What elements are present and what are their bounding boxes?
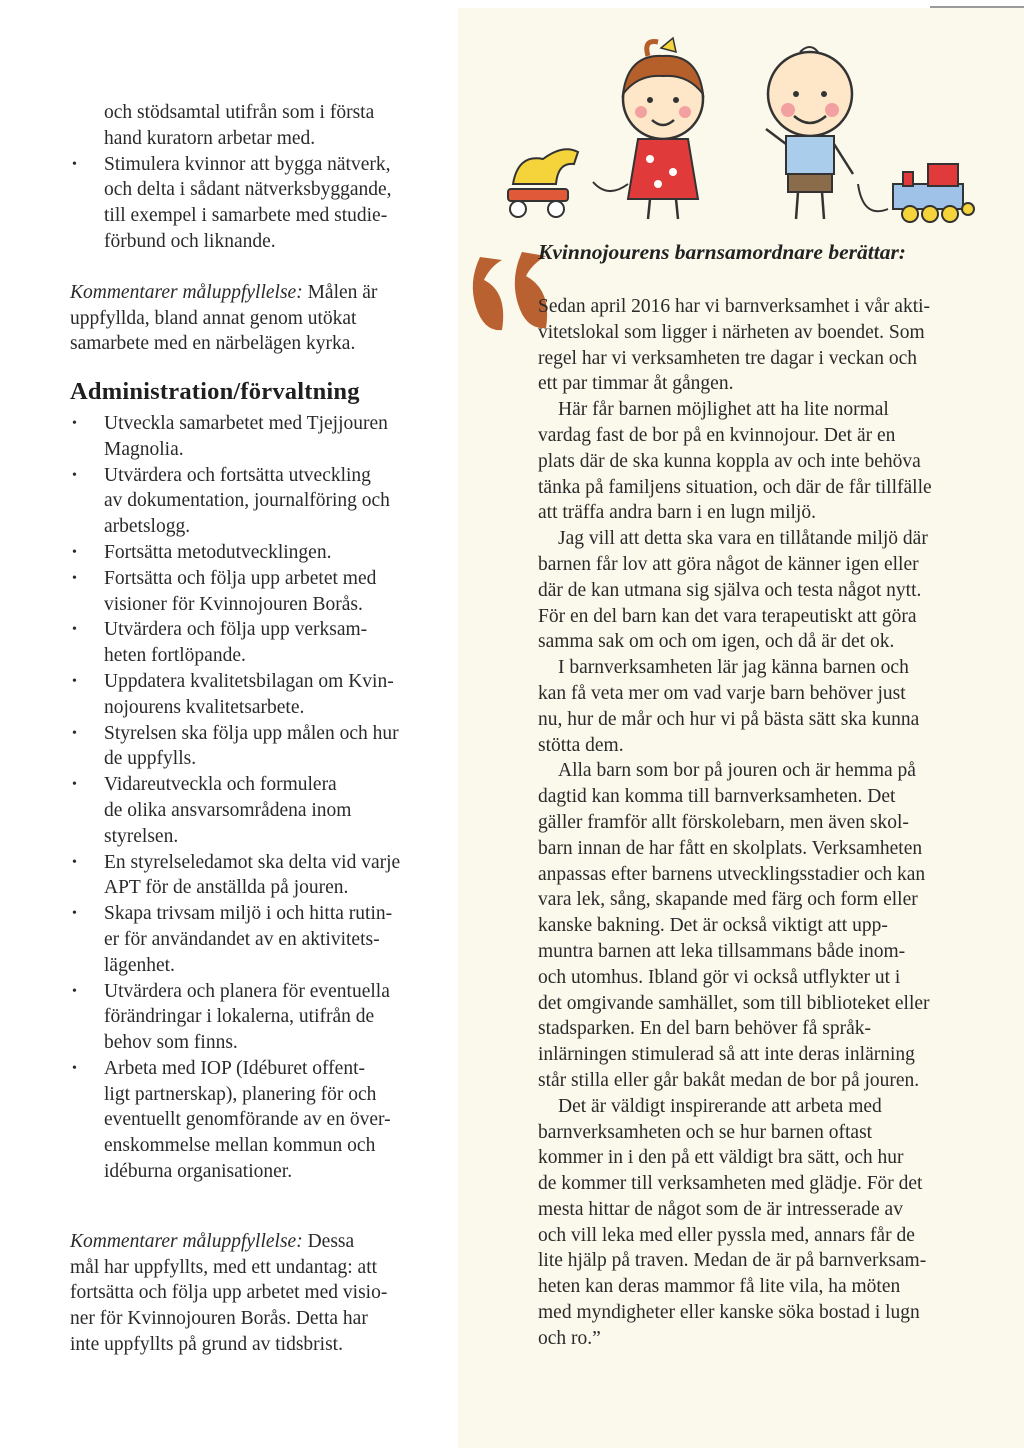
comment-paragraph-2 xyxy=(70,1229,430,1358)
toy-train-icon xyxy=(858,164,974,222)
story-heading: Kvinnojourens barnsamordnare berättar: xyxy=(538,240,906,264)
text-line: barnverksamheten och se hur barnen oftast xyxy=(538,1121,873,1143)
list-item xyxy=(70,850,430,902)
story-paragraph xyxy=(538,758,968,1093)
text-line: behov som finns. xyxy=(104,1032,238,1054)
text-line: att träffa andra barn i en lugn miljö. xyxy=(538,502,816,524)
section-heading: Administration/förvaltning xyxy=(70,378,360,406)
text-line: det omgivande samhället, som till biblioteket eller xyxy=(538,992,930,1014)
text-line: stötta dem. xyxy=(538,734,624,756)
list-item xyxy=(70,463,430,540)
bullet-icon: • xyxy=(72,156,77,172)
text-line: APT för de anställda på jouren. xyxy=(104,877,349,899)
text-line: och delta i sådant nätverksbyggande, xyxy=(104,179,392,201)
text-line: För en del barn kan det vara terapeutiskt att göra xyxy=(538,605,917,627)
text-line: inlärningen stimulerad så att inte deras inlärning xyxy=(538,1044,915,1066)
text-line: muntra barnen att leka tillsammans både inom- xyxy=(538,940,906,962)
text-line: Vidareutveckla och formulera xyxy=(104,774,337,796)
list-item xyxy=(70,721,430,773)
list-item xyxy=(70,1056,430,1185)
text-line: barn innan de har fått en skolplats. Verksamheten xyxy=(538,837,923,859)
text-line: er för användandet av en aktivitets- xyxy=(104,928,380,950)
text-line: Uppdatera kvalitetsbilagan om Kvin- xyxy=(104,670,394,692)
text-line: kanske bakning. Det är också viktigt att upp- xyxy=(538,915,888,937)
text-line: Utveckla samarbetet med Tjejjouren xyxy=(104,412,388,434)
bullet-icon: • xyxy=(72,983,77,999)
text-line: stadsparken. En del barn behöver få språk- xyxy=(538,1018,871,1040)
text-line: Alla barn som bor på jouren och är hemma på xyxy=(558,760,916,782)
admin-bullet-list xyxy=(70,411,430,1185)
story-text xyxy=(538,294,968,1352)
text-line: heten fortlöpande. xyxy=(104,645,246,667)
text-line: står stilla eller går bakåt medan de bor på jouren. xyxy=(538,1069,920,1091)
text-line: Stimulera kvinnor att bygga nätverk, xyxy=(104,153,391,175)
text-line: lite hjälp på traven. Medan de är på barnverksam- xyxy=(538,1250,927,1272)
text-line: vitetslokal som ligger i närheten av boendet. Som xyxy=(538,321,925,343)
list-item xyxy=(70,566,430,618)
text-line: vardag fast de bor på en kvinnojour. Det är en xyxy=(538,424,896,446)
text-line: styrelsen. xyxy=(104,825,179,847)
text-line: Målen är xyxy=(302,281,378,303)
text-line: och vill leka med eller pyssla med, annars får de xyxy=(538,1224,915,1246)
text-line: kan få veta mer om vad varje barn behöver just xyxy=(538,682,906,704)
text-line: Det är väldigt inspirerande att arbeta med xyxy=(558,1095,882,1117)
text-line: ligt partnerskap), planering för och xyxy=(104,1083,377,1105)
text-line: ner för Kvinnojouren Borås. Detta har xyxy=(70,1308,368,1330)
list-item xyxy=(70,772,430,849)
text-line: Magnolia. xyxy=(104,438,184,460)
text-line: de olika ansvarsområdena inom xyxy=(104,799,352,821)
bullet-icon: • xyxy=(72,622,77,638)
list-item xyxy=(70,669,430,721)
text-line: Utvärdera och fortsätta utveckling xyxy=(104,464,371,486)
list-item xyxy=(70,540,430,566)
list-item xyxy=(70,617,430,669)
text-line: anpassas efter barnens utvecklingsstadier och kan xyxy=(538,863,926,885)
text-line: till exempel i samarbete med studie- xyxy=(104,205,388,227)
text-line: och utomhus. Ibland gör vi också utflykter ut i xyxy=(538,966,901,988)
text-line: Här får barnen möjlighet att ha lite normal xyxy=(558,399,889,421)
bullet-icon: • xyxy=(72,673,77,689)
text-line: Fortsätta och följa upp arbetet med xyxy=(104,567,377,589)
text-line: ett par timmar åt gången. xyxy=(538,373,734,395)
text-line: förbund och liknande. xyxy=(104,230,276,252)
text-line: heten kan deras mammor få lite vila, ha möten xyxy=(538,1276,901,1298)
bullet-icon: • xyxy=(72,467,77,483)
comment-paragraph-1 xyxy=(70,280,430,357)
text-line: samarbete med en närbelägen kyrka. xyxy=(70,333,356,355)
story-paragraph xyxy=(538,1094,968,1352)
text-line: Arbeta med IOP (Idéburet offent- xyxy=(104,1057,365,1079)
text-line: eventuellt genomförande av en över- xyxy=(104,1109,391,1131)
text-line: tänka på familjens situation, och där de får tillfälle xyxy=(538,476,932,498)
intro-text xyxy=(70,100,430,152)
bullet-icon: • xyxy=(72,854,77,870)
text-line: visioner för Kvinnojouren Borås. xyxy=(104,593,363,615)
list-item xyxy=(70,979,430,1056)
text-line: de uppfylls. xyxy=(104,748,197,770)
text-line: Styrelsen ska följa upp målen och hur xyxy=(104,722,399,744)
bullet-icon: • xyxy=(72,544,77,560)
text-line: med myndigheter eller kanske söka bostad i lugn xyxy=(538,1302,920,1324)
bullet-list-top xyxy=(70,152,430,255)
bullet-icon: • xyxy=(72,1060,77,1076)
story-paragraph xyxy=(538,526,968,655)
bullet-icon: • xyxy=(72,725,77,741)
text-line: Fortsätta metodutvecklingen. xyxy=(104,541,332,563)
bullet-icon: • xyxy=(72,777,77,793)
text-line: vara lek, sång, skapande med färg och form eller xyxy=(538,889,918,911)
story-paragraph xyxy=(538,294,968,397)
text-line: där de kan utmana sig själva och testa något nytt. xyxy=(538,579,922,601)
text-line: fortsätta och följa upp arbetet med visio- xyxy=(70,1282,388,1304)
text-line: mesta hittar de något som de är intresserade av xyxy=(538,1198,903,1220)
toy-horse-icon xyxy=(508,149,628,217)
text-line: mål har uppfyllts, med ett undantag: att xyxy=(70,1256,378,1278)
text-line: Sedan april 2016 har vi barnverksamhet i vår akti- xyxy=(538,296,931,317)
text-line: Utvärdera och planera för eventuella xyxy=(104,980,390,1002)
bullet-icon: • xyxy=(72,906,77,922)
text-line: plats där de ska kunna koppla av och inte behöva xyxy=(538,450,921,472)
text-line: Utvärdera och följa upp verksam- xyxy=(104,619,368,641)
boy-icon xyxy=(766,47,853,219)
text-line: Dessa xyxy=(302,1230,355,1252)
text-line: nu, hur de mår och hur vi på bästa sätt ska kunna xyxy=(538,708,920,730)
children-illustration xyxy=(498,34,978,234)
text-line: nojourens kvalitetsarbete. xyxy=(104,696,305,718)
text-line: inte uppfyllts på grund av tidsbrist. xyxy=(70,1334,343,1356)
text-line: enskommelse mellan kommun och xyxy=(104,1135,376,1157)
list-item xyxy=(70,901,430,978)
text-line: och stödsamtal utifrån som i första xyxy=(104,102,375,123)
text-line: lägenhet. xyxy=(104,954,175,976)
list-item xyxy=(70,411,430,463)
text-line: kommer in i den på ett väldigt bra sätt, och hur xyxy=(538,1147,904,1169)
left-column xyxy=(70,100,430,1358)
text-line: arbetslogg. xyxy=(104,516,191,538)
bullet-icon: • xyxy=(72,570,77,586)
story-paragraph xyxy=(538,655,968,758)
text-line: de kommer till verksamheten med glädje. För det xyxy=(538,1173,923,1195)
text-line: regel har vi verksamheten tre dagar i veckan och xyxy=(538,347,917,369)
story-paragraph xyxy=(538,397,968,526)
text-line: Jag vill att detta ska vara en tillåtande miljö där xyxy=(558,528,928,550)
text-line: förändringar i lokalerna, utifrån de xyxy=(104,1006,375,1028)
text-line: gäller framför allt förskolebarn, men även skol- xyxy=(538,811,909,833)
text-line: hand kuratorn arbetar med. xyxy=(104,127,316,149)
text-line: och ro.” xyxy=(538,1327,601,1349)
text-line: dagtid kan komma till barnverksamheten. Det xyxy=(538,786,896,808)
comment-label: Kommentarer måluppfyllelse: xyxy=(70,1230,303,1252)
bullet-icon: • xyxy=(72,415,77,431)
text-line: av dokumentation, journalföring och xyxy=(104,490,390,512)
girl-icon xyxy=(623,38,703,219)
text-line: idéburna organisationer. xyxy=(104,1161,293,1183)
text-line: uppfyllda, bland annat genom utökat xyxy=(70,307,357,329)
text-line: barnen får lov att göra något de känner igen eller xyxy=(538,553,919,575)
list-item xyxy=(70,152,430,255)
text-line: Skapa trivsam miljö i och hitta rutin- xyxy=(104,903,393,925)
text-line: En styrelseledamot ska delta vid varje xyxy=(104,851,401,873)
comment-label: Kommentarer måluppfyllelse: xyxy=(70,281,303,303)
text-line: samma sak om och om igen, och då är det ok. xyxy=(538,631,895,653)
text-line: I barnverksamheten lär jag känna barnen och xyxy=(558,657,909,679)
